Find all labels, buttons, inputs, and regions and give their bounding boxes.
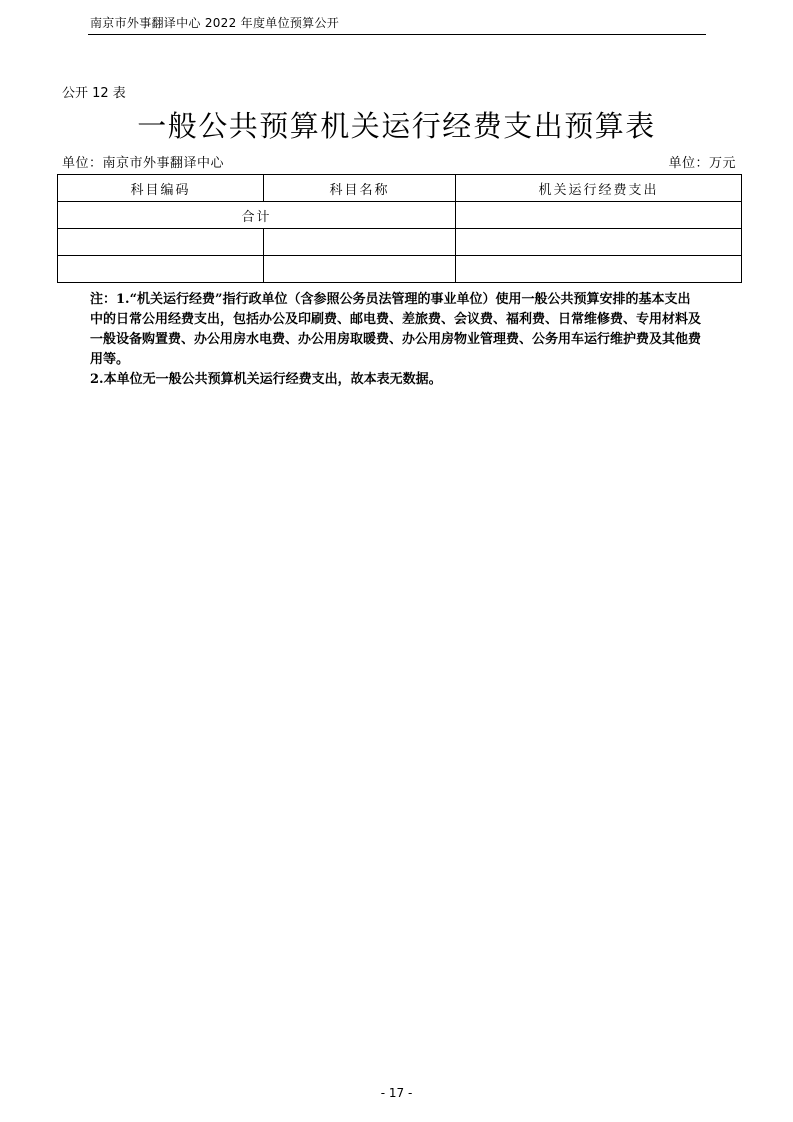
header-operating-expense: 机关运行经费支出	[456, 175, 742, 202]
header-subject-name: 科目名称	[264, 175, 456, 202]
running-header: 南京市外事翻译中心 2022 年度单位预算公开	[90, 16, 340, 30]
budget-table	[57, 174, 742, 283]
note-2: 2.本单位无一般公共预算机关运行经费支出，故本表无数据。	[90, 372, 442, 387]
form-number: 公开 12 表	[62, 86, 126, 101]
table-cell	[58, 229, 264, 256]
note-1: 注：1.“机关运行经费”指行政单位（含参照公务员法管理的事业单位）使用一般公共预算安排的基本支出中的日常公用经费支出，包括办公及印刷费、邮电费、差旅费、会议费、福利费、日常维修费、专用材料及一般设备购置费、办公用房水电费、办公用房取暖费、办公用房物业管理费、公务用车运行维护费及其他费用等。	[90, 292, 702, 367]
table-cell	[264, 229, 456, 256]
currency-unit-label: 单位：万元	[668, 156, 736, 171]
total-label: 合计	[58, 202, 456, 229]
table-row	[58, 229, 742, 256]
table-header-row	[58, 175, 742, 202]
unit-label: 单位：南京市外事翻译中心	[62, 156, 225, 171]
header-subject-code: 科目编码	[58, 175, 264, 202]
table-cell	[264, 256, 456, 283]
table-cell	[456, 256, 742, 283]
page-title: 一般公共预算机关运行经费支出预算表	[137, 109, 656, 143]
header-rule	[88, 34, 706, 35]
page-number: - 17 -	[380, 1086, 413, 1100]
total-value	[456, 202, 742, 229]
table-row	[58, 256, 742, 283]
table-total-row	[58, 202, 742, 229]
table-cell	[58, 256, 264, 283]
notes	[90, 290, 702, 390]
table-cell	[456, 229, 742, 256]
